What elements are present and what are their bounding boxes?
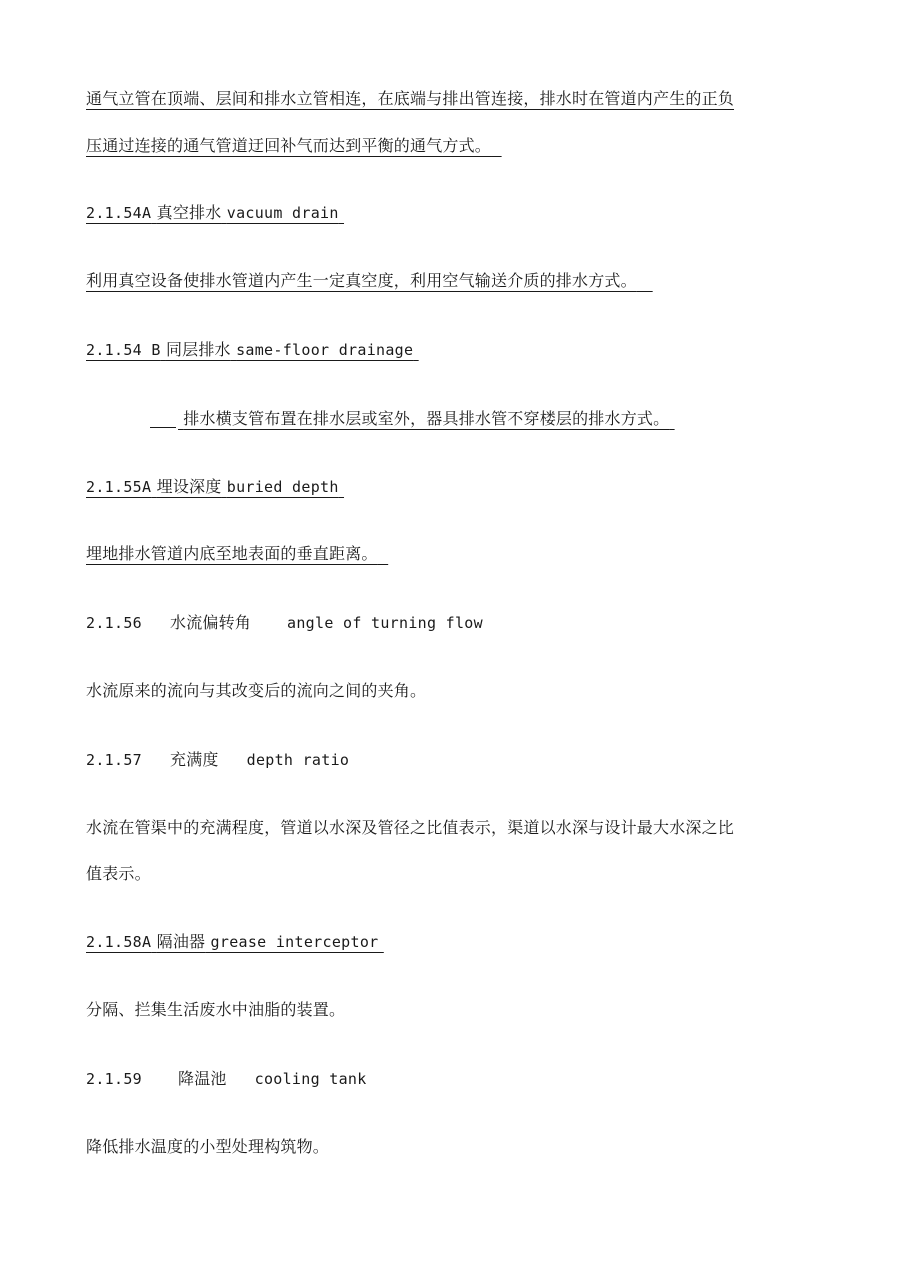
term-english: vacuum drain xyxy=(226,204,339,222)
buried-depth-definition xyxy=(86,543,388,565)
term-chinese: 降温池 xyxy=(178,1069,227,1088)
clause-number: 2.1.55A xyxy=(86,478,152,496)
clause-number: 2.1.58A xyxy=(86,933,152,951)
term-english: cooling tank xyxy=(254,1070,367,1088)
term-heading-2-1-58a xyxy=(86,931,384,953)
clause-number: 2.1.54A xyxy=(86,204,152,222)
term-chinese: 埋设深度 xyxy=(156,477,222,496)
term-chinese: 真空排水 xyxy=(156,203,222,222)
term-chinese: 同层排水 xyxy=(165,340,231,359)
body-text: 利用真空设备使排水管道内产生一定真空度，利用空气输送介质的排水方式。 xyxy=(86,271,637,290)
body-text: 埋地排水管道内底至地表面的垂直距离。 xyxy=(86,544,378,563)
depth-ratio-definition-line-2 xyxy=(86,863,151,885)
term-english: grease interceptor xyxy=(210,933,379,951)
turning-flow-definition xyxy=(86,680,426,702)
venting-definition-line-1 xyxy=(86,88,734,110)
term-heading-2-1-59 xyxy=(86,1068,367,1090)
depth-ratio-definition-line-1 xyxy=(86,817,734,839)
term-english: same-floor drainage xyxy=(236,341,414,359)
body-text: 水流原来的流向与其改变后的流向之间的夹角。 xyxy=(86,681,427,700)
clause-number: 2.1.54 B xyxy=(86,341,161,359)
underline-blank xyxy=(150,423,176,428)
body-text: 值表示。 xyxy=(86,864,151,883)
term-chinese: 隔油器 xyxy=(156,932,206,951)
term-chinese: 水流偏转角 xyxy=(170,613,252,632)
term-heading-2-1-56 xyxy=(86,612,483,634)
clause-number: 2.1.57 xyxy=(86,751,142,769)
term-heading-2-1-57 xyxy=(86,749,349,771)
same-floor-drainage-definition xyxy=(150,408,675,430)
term-english: angle of turning flow xyxy=(287,614,483,632)
term-heading-2-1-55a xyxy=(86,476,344,498)
term-heading-2-1-54b xyxy=(86,339,419,361)
term-heading-2-1-54a xyxy=(86,202,344,224)
term-english: buried depth xyxy=(226,478,339,496)
vacuum-drain-definition xyxy=(86,270,653,292)
venting-definition-line-2 xyxy=(86,135,502,157)
body-text: 降低排水温度的小型处理构筑物。 xyxy=(86,1137,330,1156)
clause-number: 2.1.56 xyxy=(86,614,142,632)
body-text: 分隔、拦集生活废水中油脂的装置。 xyxy=(86,1000,346,1019)
body-text: 通气立管在顶端、层间和排水立管相连，在底端与排出管连接，排水时在管道内产生的正负 xyxy=(86,89,735,108)
term-english: depth ratio xyxy=(246,751,350,769)
body-text: 水流在管渠中的充满程度，管道以水深及管径之比值表示，渠道以水深与设计最大水深之比 xyxy=(86,818,735,837)
clause-number: 2.1.59 xyxy=(86,1070,142,1088)
cooling-tank-definition xyxy=(86,1136,329,1158)
body-text: 压通过连接的通气管道迂回补气而达到平衡的通气方式。 xyxy=(86,136,492,155)
body-text: 排水横支管布置在排水层或室外，器具排水管不穿楼层的排水方式。 xyxy=(183,409,670,428)
term-chinese: 充满度 xyxy=(170,750,219,769)
grease-interceptor-definition xyxy=(86,999,345,1021)
